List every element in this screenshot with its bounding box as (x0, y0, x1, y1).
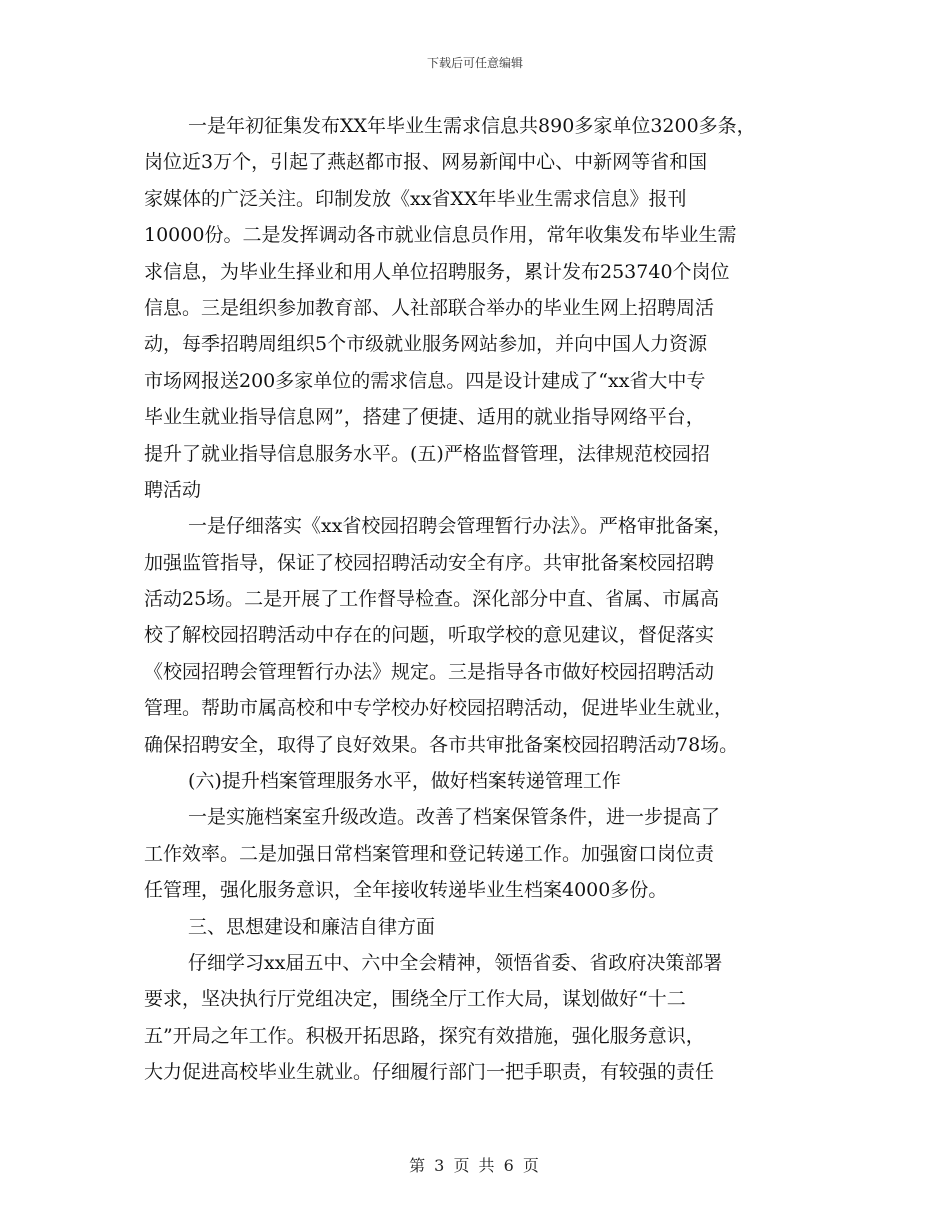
text-line: (六)提升档案管理服务水平，做好档案转递管理工作 (188, 770, 621, 793)
text-line: 一是年初征集发布XX年毕业生需求信息共890多家单位3200多条， (188, 115, 756, 137)
page-footer: 第 3 页 共 6 页 (409, 1156, 541, 1175)
text-line: 一是仔细落实《xx省校园招聘会管理暂行办法》。严格审批备案， (188, 515, 732, 538)
text-line: 市场网报送200多家单位的需求信息。四是设计建成了“xx省大中专 (144, 369, 706, 392)
body-text (144, 108, 824, 1091)
text-line: 《校园招聘会管理暂行办法》规定。三是指导各市做好校园招聘活动 (144, 660, 715, 683)
text-line: 毕业生就业指导信息网”，搭建了便捷、适用的就业指导网络平台， (144, 406, 705, 429)
text-line: 仔细学习xx届五中、六中全会精神，领悟省委、省政府决策部署 (188, 951, 723, 974)
text-line: 活动25场。二是开展了工作督导检查。深化部分中直、省属、市属高 (144, 588, 720, 611)
text-line: 确保招聘安全，取得了良好效果。各市共审批备案校园招聘活动78场。 (144, 733, 739, 756)
text-line: 聘活动 (144, 478, 202, 501)
text-line: 工作效率。二是加强日常档案管理和登记转递工作。加强窗口岗位责 (144, 842, 715, 865)
text-line: 大力促进高校毕业生就业。仔细履行部门一把手职责，有较强的责任 (144, 1061, 715, 1084)
page-header: 下载后可任意编辑 (426, 56, 523, 70)
text-line: 五”开局之年工作。积极开拓思路，探究有效措施，强化服务意识， (144, 1024, 705, 1047)
text-line: 一是实施档案室升级改造。改善了档案保管条件，进一步提高了 (188, 806, 721, 829)
text-line: 提升了就业指导信息服务水平。(五)严格监督管理，法律规范校园招 (144, 442, 710, 465)
text-line: 加强监管指导，保证了校园招聘活动安全有序。共审批备案校园招聘 (144, 551, 715, 574)
text-line: 求信息，为毕业生择业和用人单位招聘服务，累计发布253740个岗位 (144, 260, 730, 283)
text-line: 10000份。二是发挥调动各市就业信息员作用，常年收集发布毕业生需 (144, 224, 737, 247)
text-line: 管理。帮助市属高校和中专学校办好校园招聘活动，促进毕业生就业， (144, 697, 734, 720)
text-line: 信息。三是组织参加教育部、人社部联合举办的毕业生网上招聘周活 (144, 296, 715, 319)
text-line: 要求，坚决执行厅党组决定，围绕全厅工作大局，谋划做好“十二 (144, 988, 686, 1011)
text-line: 岗位近3万个，引起了燕赵都市报、网易新闻中心、中新网等省和国 (144, 151, 708, 174)
text-line: 动，每季招聘周组织5个市级就业服务网站参加，并向中国人力资源 (144, 333, 708, 356)
text-line: 家媒体的广泛关注。印制发放《xx省XX年毕业生需求信息》报刊 (144, 187, 687, 210)
text-line: 任管理，强化服务意识，全年接收转递毕业生档案4000多份。 (144, 879, 668, 902)
text-line: 校了解校园招聘活动中存在的问题，听取学校的意见建议，督促落实 (144, 624, 715, 647)
text-line: 三、思想建设和廉洁自律方面 (188, 915, 436, 938)
